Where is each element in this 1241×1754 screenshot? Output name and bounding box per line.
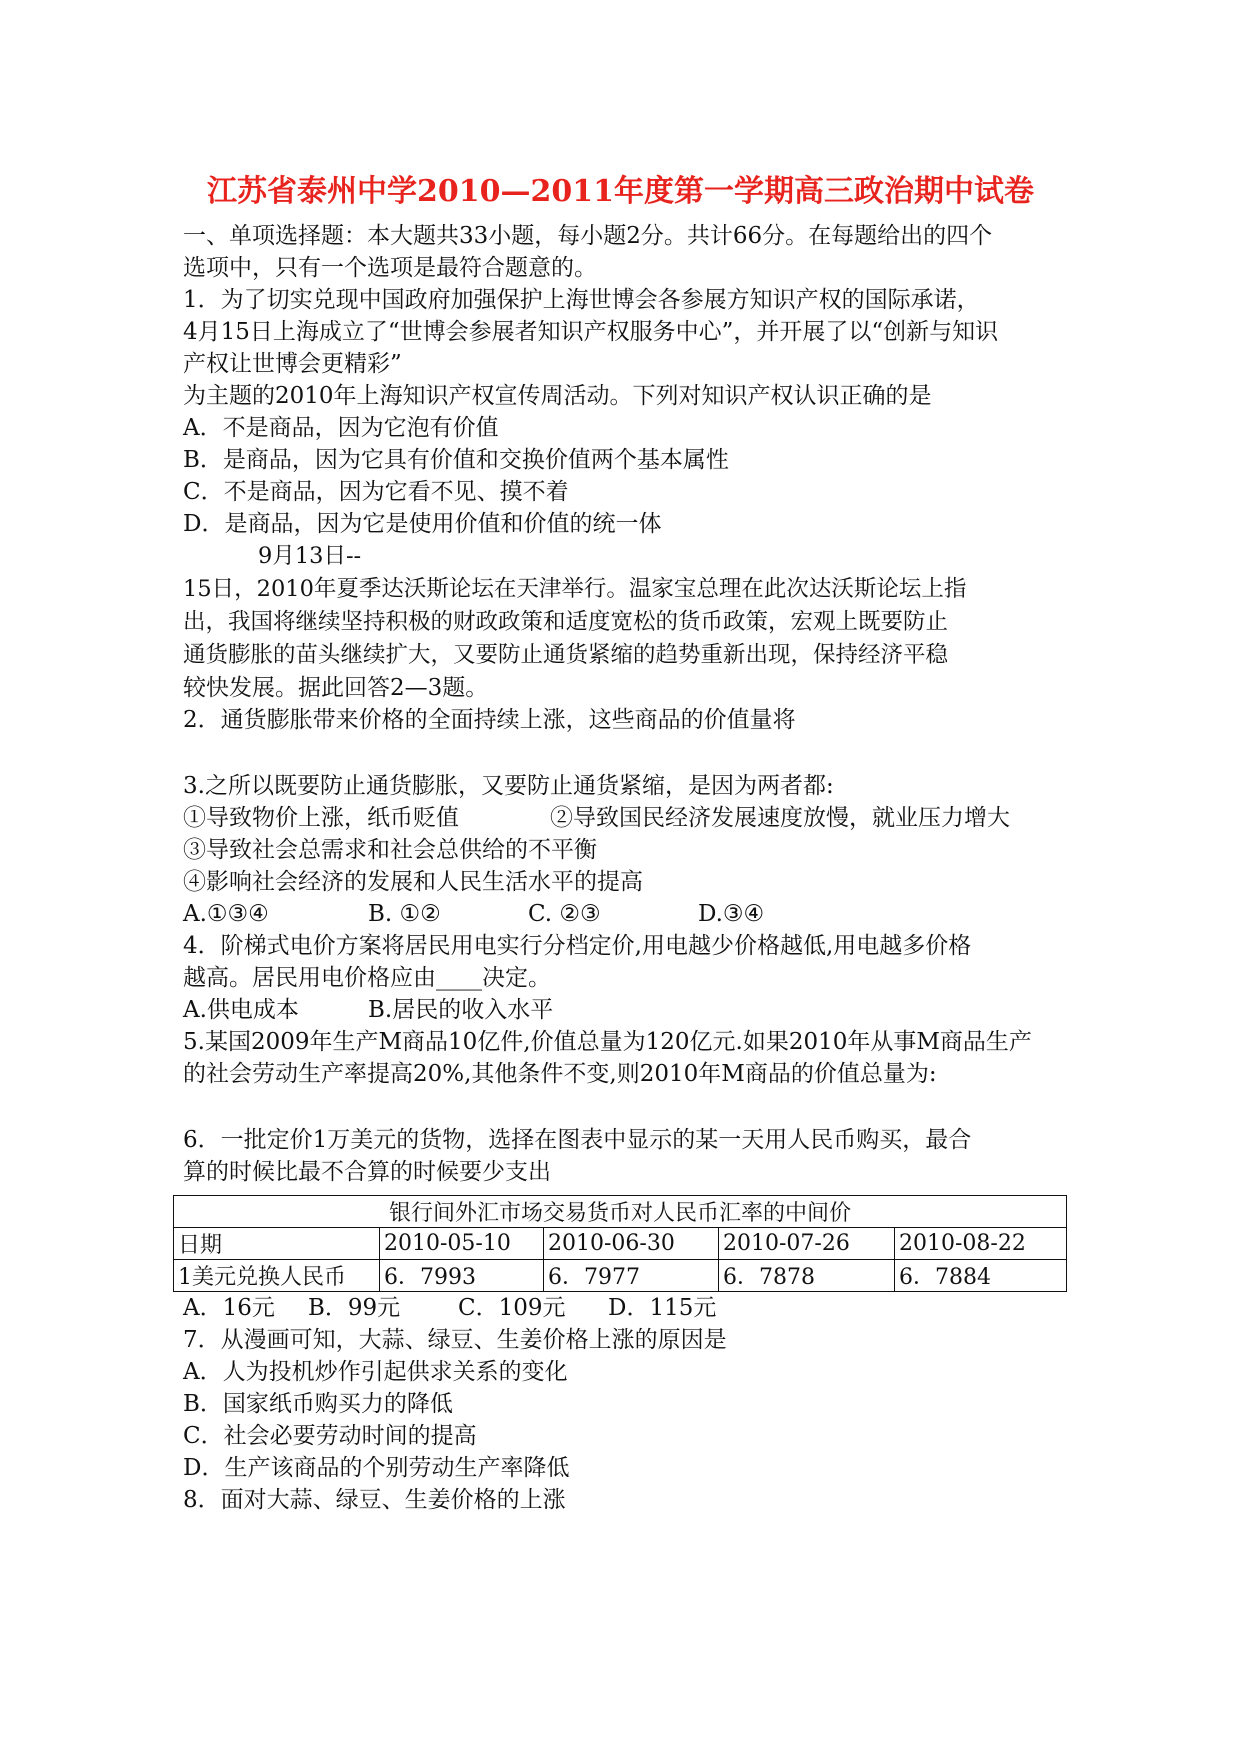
q3-stem: 3.之所以既要防止通货膨胀，又要防止通货紧缩，是因为两者都:: [183, 773, 834, 799]
q1-stem-line2: 4月15日上海成立了“世博会参展者知识产权服务中心”，并开展了以“创新与知识: [183, 319, 999, 345]
q7-option-d: D．生产该商品的个别劳动生产率降低: [183, 1455, 570, 1481]
table-row: [174, 1260, 1067, 1292]
q6-option-d: D．115元: [608, 1295, 717, 1321]
section-heading-line2: 选项中，只有一个选项是最符合题意的。: [183, 255, 597, 281]
q6-stem-line1: 6．一批定价1万美元的货物，选择在图表中显示的某一天用人民币购买，最合: [183, 1127, 972, 1153]
exam-title: 江苏省泰州中学2010—2011年度第一学期高三政治期中试卷: [207, 174, 1034, 209]
q4-option-b: B.居民的收入水平: [368, 997, 554, 1023]
q7-option-b: B．国家纸币购买力的降低: [183, 1391, 453, 1417]
table-header-row: [174, 1228, 1067, 1260]
q5-stem-line2: 的社会劳动生产率提高20%,其他条件不变,则2010年M商品的价值总量为:: [183, 1061, 937, 1087]
q6-stem-line2: 算的时候比最不合算的时候要少支出: [183, 1159, 551, 1185]
passage-line4: 通货膨胀的苗头继续扩大，又要防止通货紧缩的趋势重新出现，保持经济平稳: [183, 642, 949, 668]
table-cell: 6．7993: [380, 1260, 544, 1292]
passage-line3: 出，我国将继续坚持积极的财政政策和适度宽松的货币政策，宏观上既要防止: [183, 609, 949, 635]
table-header-cell: 2010-08-22: [895, 1228, 1067, 1260]
q3-item-2: ②导致国民经济发展速度放慢，就业压力增大: [550, 805, 1010, 831]
table-caption-row: [174, 1196, 1067, 1228]
q7-stem: 7．从漫画可知，大蒜、绿豆、生姜价格上涨的原因是: [183, 1327, 727, 1353]
q4-stem-line2: 越高。居民用电价格应由____决定。: [183, 965, 551, 991]
q5-stem-line1: 5.某国2009年生产M商品10亿件,价值总量为120亿元.如果2010年从事M商品生产: [183, 1029, 1032, 1055]
q6-option-b: B．99元: [308, 1295, 401, 1321]
q3-option-d: D.③④: [698, 901, 765, 927]
q1-stem-line1: 1．为了切实兑现中国政府加强保护上海世博会各参展方知识产权的国际承诺，: [183, 287, 980, 313]
q3-option-b: B. ①②: [368, 901, 441, 927]
section-heading-line1: 一、单项选择题：本大题共33小题，每小题2分。共计66分。在每题给出的四个: [183, 223, 993, 249]
table-cell: 6．7977: [544, 1260, 719, 1292]
q2-stem: 2．通货膨胀带来价格的全面持续上涨，这些商品的价值量将: [183, 707, 796, 733]
q3-item-3: ③导致社会总需求和社会总供给的不平衡: [183, 837, 597, 863]
table-header-cell: 2010-07-26: [719, 1228, 895, 1260]
q1-stem-line4: 为主题的2010年上海知识产权宣传周活动。下列对知识产权认识正确的是: [183, 383, 932, 409]
table-cell: 1美元兑换人民币: [174, 1260, 380, 1292]
passage-line1: 9月13日--: [258, 543, 362, 569]
table-caption: 银行间外汇市场交易货币对人民币汇率的中间价: [174, 1196, 1067, 1228]
passage-line2: 15日，2010年夏季达沃斯论坛在天津举行。温家宝总理在此次达沃斯论坛上指: [183, 576, 967, 602]
q7-option-a: A．人为投机炒作引起供求关系的变化: [183, 1359, 568, 1385]
table-header-cell: 日期: [174, 1228, 380, 1260]
table-cell: 6．7884: [895, 1260, 1067, 1292]
q4-option-a: A.供电成本: [183, 997, 299, 1023]
table-header-cell: 2010-05-10: [380, 1228, 544, 1260]
q1-stem-line3: 产权让世博会更精彩”: [183, 351, 402, 377]
q1-option-c: C．不是商品，因为它看不见、摸不着: [183, 479, 569, 505]
q3-item-4: ④影响社会经济的发展和人民生活水平的提高: [183, 869, 643, 895]
q1-option-d: D．是商品，因为它是使用价值和价值的统一体: [183, 511, 662, 537]
q3-item-1: ①导致物价上涨，纸币贬值: [183, 805, 459, 831]
q3-option-c: C. ②③: [528, 901, 601, 927]
q7-option-c: C．社会必要劳动时间的提高: [183, 1423, 477, 1449]
passage-line5: 较快发展。据此回答2—3题。: [183, 675, 489, 701]
table-cell: 6．7878: [719, 1260, 895, 1292]
q6-option-a: A．16元: [183, 1295, 275, 1321]
q3-option-a: A.①③④: [183, 901, 269, 927]
q1-option-b: B．是商品，因为它具有价值和交换价值两个基本属性: [183, 447, 729, 473]
q6-option-c: C．109元: [458, 1295, 566, 1321]
q8-stem: 8．面对大蒜、绿豆、生姜价格的上涨: [183, 1487, 566, 1513]
exchange-rate-table: [173, 1195, 1067, 1292]
table-header-cell: 2010-06-30: [544, 1228, 719, 1260]
q1-option-a: A．不是商品，因为它泡有价值: [183, 415, 499, 441]
q4-stem-line1: 4．阶梯式电价方案将居民用电实行分档定价,用电越少价格越低,用电越多价格: [183, 933, 972, 959]
